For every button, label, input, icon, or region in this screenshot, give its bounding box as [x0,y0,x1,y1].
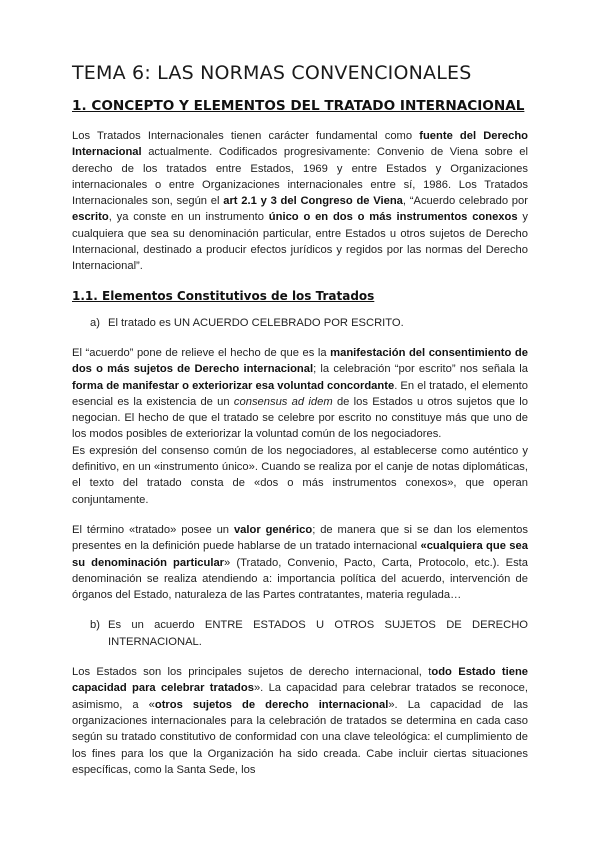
paragraph-consenso: Es expresión del consenso común de los negociadores, al establecerse como auténtico y definitivo, en un «instrumento único». Cuando se realiza por el canje de notas diplomáticas, el texto del tratado consta de «dos o más instrumentos conexos», que operan conjuntamente. [72,444,528,506]
section-heading-concepto: 1. CONCEPTO Y ELEMENTOS DEL TRATADO INTERNACIONAL [72,98,525,114]
bold-run: otros sujetos de derecho internacional [154,698,389,711]
bold-run: único o en dos o más instrumentos conexos [268,211,518,224]
bold-run: fuente del Derecho Internacional [72,130,528,159]
text-run: ; la celebración “por escrito” nos señala la [313,363,528,376]
text-run: . En el tratado, el elemento esencial es la existencia de un [72,379,528,408]
bold-run: art 2.1 y 3 del Congreso de Viena [223,195,403,208]
list-marker: b) [90,619,100,632]
bold-run: odo Estado tiene capacidad para celebrar tratados [72,666,528,695]
text-run: ; de manera que si se dan los elementos presentes en la definición puede hablarse de un tratado internacional [72,523,528,553]
text-run: Los Tratados Internacionales tienen carácter fundamental como [72,130,420,142]
text-run: ». La capacidad de las organizaciones internacionales para la celebración de tratados se determina en cada caso según su tratado constitutivo de conformidad con una clave teleológica: el cumplimiento de los fines para los que la Organización ha sido creada. Cabe incluir ciertas situaciones específicas, como la Santa Sede, los [72,698,528,776]
text-run: El “acuerdo” pone de relieve el hecho de que es la [72,346,331,359]
text-run: , ya conste en un instrumento [108,211,269,224]
list-item-b [90,617,528,650]
text-run: ». La capacidad para celebrar tratados se reconoce, asimismo, a « [72,682,528,711]
list-item-text: El tratado es UN ACUERDO CELEBRADO POR ESCRITO. [108,316,404,329]
text-run: El término «tratado» posee un [72,523,234,536]
paragraph-termino-tratado [72,522,528,603]
bold-run: manifestación del consentimiento de dos o más sujetos de Derecho internacional [72,346,528,376]
paragraph-estados [72,664,528,778]
bold-run: valor genérico [233,523,313,536]
italic-run: consensus ad idem [233,395,333,408]
list-item-a [90,315,528,331]
text-run: de los Estados u otros sujetos que lo negocian. El hecho de que el tratado se celebre por escrito no constituye más que uno de los modos posibles de exteriorizar la voluntad común de los negociadores. [72,395,528,441]
bold-run: escrito [72,211,109,224]
paragraph-definicion [72,128,528,275]
text-run: actualmente. Codificados progresivamente: Convenio de Viena sobre el derecho de los tratados entre Estados, 1969 y entre Estados y Organizaciones internacionales o entre Organizaciones internacionales entre sí, 1986. Los Tratados Internacionales son, según el [72,146,528,208]
list-item-text: Es un acuerdo ENTRE ESTADOS U OTROS SUJETOS DE DERECHO INTERNACIONAL. [108,619,528,648]
bold-run: forma de manifestar o exteriorizar esa voluntad concordante [72,379,395,392]
text-run: Los Estados son los principales sujetos de derecho internacional, t [72,666,432,679]
bold-run: «cualquiera que sea su denominación particular [72,540,528,569]
subsection-heading-elementos: 1.1. Elementos Constitutivos de los Tratados [72,288,375,303]
list-marker: a) [90,316,100,329]
text-run: y cualquiera que sea su denominación particular, entre Estados u otros sujetos de Derecho Internacional, destinado a producir efectos jurídicos y regidos por las normas del Derecho Internacional”. [72,211,529,273]
text-run: » (Tratado, Convenio, Pacto, Carta, Protocolo, etc.). Esta denominación se realiza atendiendo a: importancia política del acuerdo, intervención de órganos del Estado, naturaleza de las Partes contratantes, materia regulada… [72,556,528,602]
text-run: , “Acuerdo celebrado por [402,195,528,208]
document-title: TEMA 6: LAS NORMAS CONVENCIONALES [72,62,472,84]
paragraph-acuerdo [72,345,528,443]
